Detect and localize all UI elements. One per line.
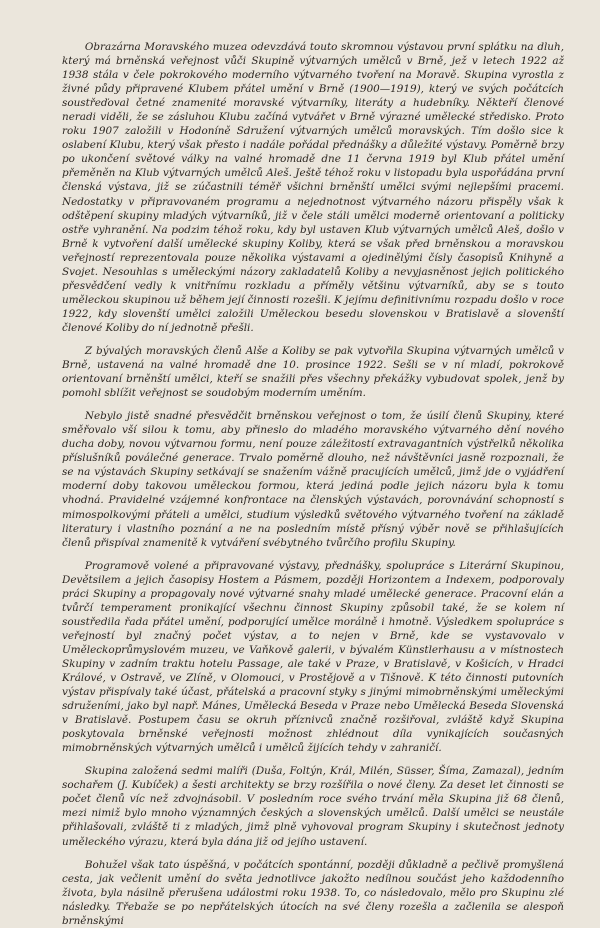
paragraph-5: Skupina založená sedmi malíři (Duša, Foltýn, Král, Milén, Süsser, Šíma, Zamazal), jedním sochařem (J. Kubíček) a šesti architekty se brzy rozšířila o nové členy. Za deset let činnosti se počet členů víc než zdvojnásobil. V posledním roce svého trvání měla Skupina již 68 členů, mezi nimiž bylo mnoho významných českých a slovenských umělců. Další umělci se neustále přihlašovali, zvláště ti z mladých, jimž plně vyhovoval program Skupiny i skutečnost jednoty uměleckého výrazu, která byla dána již od jejího ustavení. (62, 765, 564, 848)
paragraph-3: Nebylo jistě snadné přesvědčit brněnskou veřejnost o tom, že úsilí členů Skupiny, které směřovalo vší silou k tomu, aby přineslo do mladého moravského výtvarného dění nového ducha doby, novou výtvarnou formu, není pouze záležitostí extravagantních výstřelků několika příslušníků poválečné generace. Trvalo poměrně dlouho, než návštěvníci jasně rozpoznali, že se na výstavách Skupiny setkávají se snažením vážně pracujících umělců, jimž jde o vyjádření moderní doby takovou uměleckou formou, která jediná podle jejich názoru byla k tomu vhodná. Pravidelné vzájemné konfrontace na členských výstavách, porovnávání schopností s mimospolkovými přáteli a umělci, studium výsledků světového výtvarného tvoření na základě literatury i vlastního poznání a ne na posledním místě přísný výběr nově se přihlašujících členů přispíval znamenitě k vytváření svébytného tvůrčího profilu Skupiny. (62, 410, 564, 549)
paragraph-2: Z bývalých moravských členů Alše a Koliby se pak vytvořila Skupina výtvarných umělců v Brně, ustavená na valné hromadě dne 10. prosince 1922. Sešli se v ní mladí, pokrokově orientovaní brněnští umělci, kteří se snažili přes všechny překážky vybudovat spolek, jenž by pomohl sblížit veřejnost se soudobým moderním uměním. (62, 344, 564, 400)
paragraph-4: Programově volené a připravované výstavy, přednášky, spolupráce s Literární Skupinou, Devětsilem a jejich časopisy Hostem a Pásmem, později Horizontem a Indexem, podporovaly práci Skupiny a propagovaly nové výtvarné snahy mladé umělecké generace. Pracovní elán a tvůrčí temperament pronikající všechnu činnost Skupiny způsobil také, že se kolem ní soustředila řada přátel umění, podporující umělce morálně i hmotně. Výsledkem spolupráce s veřejností byl značný počet výstav, a to nejen v Brně, kde se vystavovalo v Uměleckoprůmyslovém muzeu, ve Vaňkově galerii, v bývalém Künstlerhausu a v místnostech Skupiny v zadním traktu hotelu Passage, ale také v Praze, v Bratislavě, v Košicích, v Hradci Králové, v Ostravě, ve Zlíně, v Olomouci, v Prostějově a v Tišnově. K této činnosti putovních výstav přispívaly také účast, přátelská a pracovní styky s jinými mimobrněnskými uměleckými sdruženími, jako byl např. Mánes, Umělecká Beseda v Praze nebo Umělecká Beseda Slovenská v Bratislavě. Postupem času se okruh příznivců značně rozšiřoval, zvláště když Skupina poskytovala brněnské veřejnosti možnost zhlédnout díla vynikajících současných mimobrněnských výtvarných umělců i umělců žijících tehdy v zahraničí. (62, 559, 564, 755)
paragraph-1: Obrazárna Moravského muzea odevzdává touto skromnou výstavou první splátku na dluh, který má brněnská veřejnost vůči Skupině výtvarných umělců v Brně, jež v letech 1922 až 1938 stála v čele pokrokového moderního výtvarného tvoření na Moravě. Skupina vyrostla z živné půdy připravené Klubem přátel umění v Brně (1900—1919), který ve svých počátcích soustřeďoval četné znamenité moravské výtvarníky, literáty a hudebníky. Někteří členové neradi viděli, že se zásluhou Klubu začíná vytvářet v Brně výrazné umělecké středisko. Proto roku 1907 založili v Hodoníně Sdružení výtvarných umělců moravských. Tím došlo sice k oslabení Klubu, který však přesto i nadále pořádal přednášky a důležité výstavy. Poměrně brzy po ukončení světové války na valné hromadě dne 11 června 1919 byl Klub přátel umění přeměněn na Klub výtvarných umělců Aleš. Ještě téhož roku v listopadu byla uspořádána první členská výstava, již se zúčastnili téměř všichni brněnští umělci svými nejlepšími pracemi. Nedostatky v připravovaném programu a nejednotnost výtvarného názoru přispěly však k odštěpení skupiny mladých výtvarníků, již v čele stáli umělci moderně orientovaní a politicky ostře vyhranění. Na podzim téhož roku, kdy byl ustaven Klub výtvarných umělců Aleš, došlo v Brně k vytvoření další umělecké skupiny Koliby, která se však před brněnskou a moravskou veřejností reprezentovala pouze několika výstavami a ojedinělými čísly časopisů Knihyně a Svojet. Nesouhlas s uměleckými názory zakladatelů Koliby a nevyjasněnost jejich politického přesvědčení vedly k vnitřnímu rozkladu a příměly většinu výtvarníků, aby se s touto uměleckou skupinou už během její činnosti rozešli. K jejímu definitivnímu rozpadu došlo v roce 1922, kdy slovenští umělci založili Uměleckou besedu slovenskou v Bratislavě a slovenští členové Koliby do ní jednotně přešli. (62, 41, 564, 334)
paragraph-6: Bohužel však tato úspěšná, v počátcích spontánní, později důkladně a pečlivě promyšlená cesta, jak večlenit umění do světa jednotlivce jakožto nedílnou součást jeho každodenního života, byla násilně přerušena událostmi roku 1938. To, co následovalo, mělo pro Skupinu zlé následky. Třebaže se po nepřátelských útocích na své členy rozešla a začlenila se alespoň brněnskými (62, 858, 564, 927)
